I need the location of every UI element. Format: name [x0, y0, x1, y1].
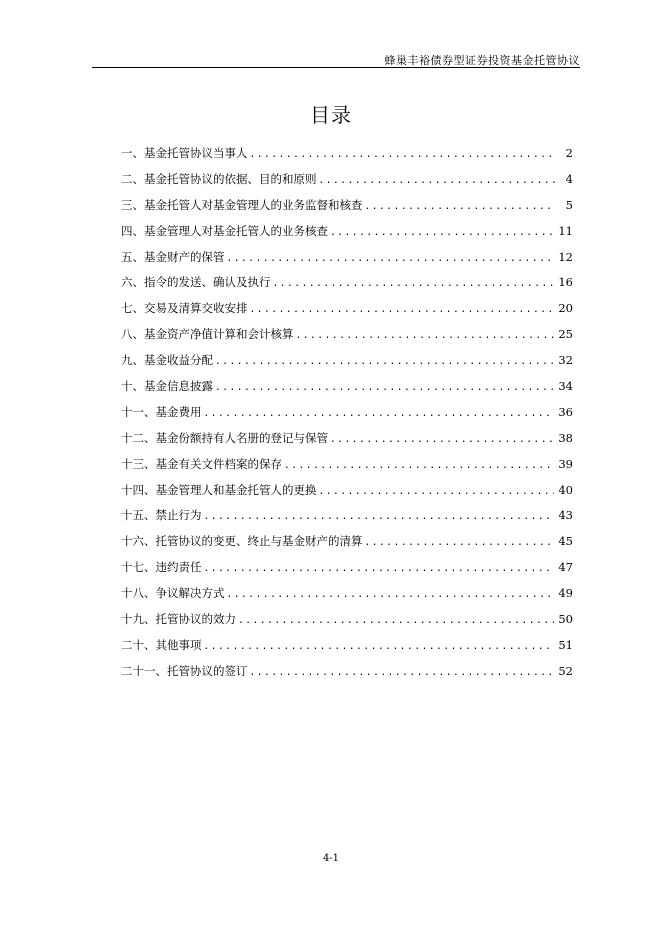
toc-entry[interactable]: [121, 661, 573, 687]
toc-entry-label[interactable]: 十八、争议解决方式: [121, 586, 225, 601]
toc-entry-label[interactable]: 四、基金管理人对基金托管人的业务核查: [121, 223, 328, 238]
toc-entry-page[interactable]: 11: [558, 223, 573, 238]
running-header: 蜂巢丰裕债券型证券投资基金托管协议: [384, 54, 580, 67]
toc-entry-label[interactable]: 十五、禁止行为: [121, 508, 202, 523]
header-rule: [92, 67, 580, 68]
toc-entry[interactable]: [121, 480, 573, 506]
toc-entry[interactable]: [121, 402, 573, 428]
toc-entry[interactable]: [121, 195, 573, 221]
toc-leader-dots: [250, 145, 556, 165]
toc-entry-label[interactable]: 十二、基金份额持有人名册的登记与保管: [121, 430, 328, 445]
toc-entry[interactable]: [121, 350, 573, 376]
toc-leader-dots: [204, 507, 555, 527]
toc-leader-dots: [204, 404, 555, 424]
toc-entry-page[interactable]: 5: [565, 197, 573, 212]
toc-leader-dots: [204, 637, 555, 657]
toc-entry[interactable]: [121, 609, 573, 635]
toc-entry-page[interactable]: 32: [558, 353, 573, 368]
toc-entry-label[interactable]: 三、基金托管人对基金管理人的业务监督和核查: [121, 197, 363, 212]
toc-entry-label[interactable]: 七、交易及清算交收安排: [121, 301, 248, 316]
toc-leader-dots: [365, 533, 555, 553]
toc-leader-dots: [250, 300, 555, 320]
toc-entry-page[interactable]: 45: [558, 534, 573, 549]
toc-entry-page[interactable]: 38: [558, 430, 573, 445]
toc-entry[interactable]: [121, 376, 573, 402]
toc-entry-label[interactable]: 六、指令的发送、确认及执行: [121, 275, 271, 290]
toc-entry[interactable]: [121, 505, 573, 531]
toc-entry-label[interactable]: 五、基金财产的保管: [121, 249, 225, 264]
page-title: 目录: [310, 103, 352, 127]
toc-entry[interactable]: [121, 221, 573, 247]
toc-entry-page[interactable]: 52: [558, 663, 573, 678]
toc-entry-label[interactable]: 二、基金托管协议的依据、目的和原则: [121, 171, 317, 186]
toc-entry-page[interactable]: 50: [558, 612, 573, 627]
toc-entry-label[interactable]: 十七、违约责任: [121, 560, 202, 575]
toc-entry-page[interactable]: 40: [558, 482, 573, 497]
toc-entry-page[interactable]: 25: [558, 327, 573, 342]
toc-leader-dots: [319, 171, 556, 191]
toc-entry-page[interactable]: 34: [558, 379, 573, 394]
toc-entry-page[interactable]: 12: [558, 249, 573, 264]
toc-leader-dots: [273, 274, 555, 294]
toc-entry[interactable]: [121, 531, 573, 557]
toc-leader-dots: [365, 197, 556, 217]
toc-entry[interactable]: [121, 635, 573, 661]
toc-entry[interactable]: [121, 324, 573, 350]
toc-entry[interactable]: [121, 298, 573, 324]
toc-entry[interactable]: [121, 272, 573, 298]
toc-entry-page[interactable]: 39: [558, 456, 573, 471]
toc-leader-dots: [330, 223, 554, 243]
toc-leader-dots: [330, 430, 554, 450]
toc-entry-label[interactable]: 十三、基金有关文件档案的保存: [121, 456, 282, 471]
page-number: 4-1: [322, 853, 340, 864]
toc-entry-page[interactable]: 43: [558, 508, 573, 523]
toc-entry-page[interactable]: 20: [558, 301, 573, 316]
toc-entry-label[interactable]: 十一、基金费用: [121, 404, 202, 419]
toc-leader-dots: [284, 456, 554, 476]
toc-entry-label[interactable]: 十四、基金管理人和基金托管人的更换: [121, 482, 317, 497]
toc-entry-label[interactable]: 八、基金资产净值计算和会计核算: [121, 327, 294, 342]
toc-entry-page[interactable]: 47: [558, 560, 573, 575]
toc-entry[interactable]: [121, 557, 573, 583]
toc-leader-dots: [238, 611, 554, 631]
toc-entry-label[interactable]: 一、基金托管协议当事人: [121, 146, 248, 160]
table-of-contents: [121, 143, 573, 687]
toc-leader-dots: [227, 249, 555, 269]
toc-entry-label[interactable]: 十、基金信息披露: [121, 379, 213, 394]
toc-entry-page[interactable]: 36: [558, 404, 573, 419]
toc-entry[interactable]: [121, 428, 573, 454]
toc-entry-page[interactable]: 49: [558, 586, 573, 601]
toc-leader-dots: [319, 482, 555, 502]
toc-entry[interactable]: [121, 247, 573, 273]
toc-entry[interactable]: [121, 143, 573, 169]
toc-entry-label[interactable]: 二十、其他事项: [121, 637, 202, 652]
toc-leader-dots: [215, 352, 554, 372]
toc-entry-label[interactable]: 二十一、托管协议的签订: [121, 663, 248, 678]
toc-entry-page[interactable]: 16: [558, 275, 573, 290]
toc-entry-label[interactable]: 九、基金收益分配: [121, 353, 213, 368]
toc-leader-dots: [204, 559, 555, 579]
toc-entry[interactable]: [121, 583, 573, 609]
toc-entry[interactable]: [121, 169, 573, 195]
toc-entry[interactable]: [121, 454, 573, 480]
toc-entry-label[interactable]: 十九、托管协议的效力: [121, 612, 236, 627]
toc-entry-label[interactable]: 十六、托管协议的变更、终止与基金财产的清算: [121, 534, 363, 549]
toc-entry-page[interactable]: 2: [565, 146, 573, 160]
toc-leader-dots: [215, 378, 554, 398]
toc-leader-dots: [227, 585, 555, 605]
toc-entry-page[interactable]: 4: [565, 171, 573, 186]
toc-leader-dots: [296, 326, 555, 346]
toc-entry-page[interactable]: 51: [558, 637, 573, 652]
toc-leader-dots: [250, 663, 555, 683]
